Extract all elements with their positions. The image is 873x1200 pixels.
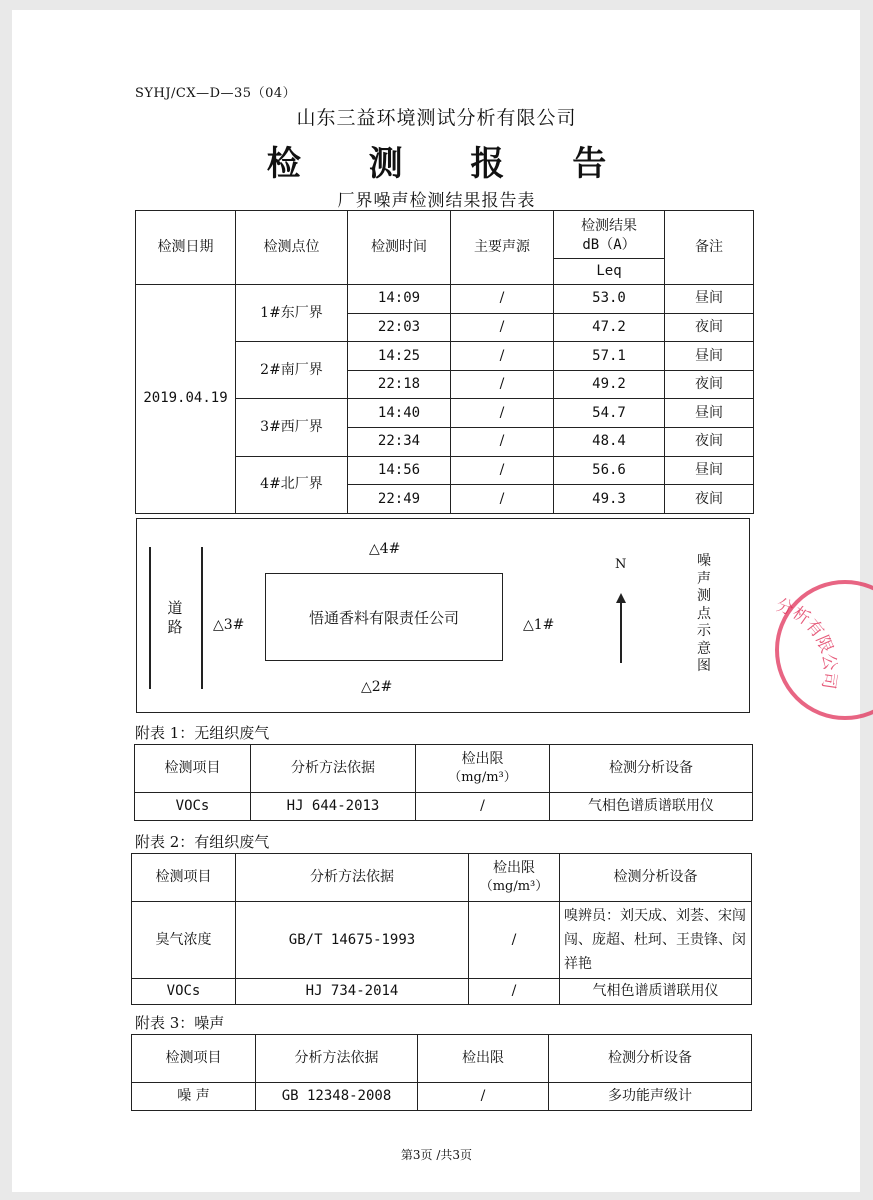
noise-results-table: [135, 210, 754, 514]
header-device: 检测分析设备: [549, 1035, 752, 1083]
company-seal-stamp: [745, 570, 873, 720]
appendix-1-table: [134, 744, 753, 821]
time-cell: 22:49: [348, 485, 451, 514]
header-method: 分析方法依据: [236, 854, 469, 902]
page-number: 第3页 /共3页: [400, 1148, 473, 1162]
header-item: 检测项目: [135, 745, 251, 793]
source-cell: /: [451, 313, 554, 342]
diagram-side-title: 噪声测点示意图: [697, 553, 711, 674]
method-cell: HJ 644-2013: [251, 793, 416, 821]
appendix-3-caption: 附表 3：噪声: [135, 1014, 225, 1032]
value-cell: 53.0: [554, 285, 665, 314]
header-result-line1: 检测结果: [581, 217, 637, 234]
source-cell: /: [451, 285, 554, 314]
header-time: 检测时间: [348, 211, 451, 285]
method-cell: GB 12348-2008: [256, 1083, 418, 1111]
appendix-3-table: [131, 1034, 752, 1111]
remark-cell: 夜间: [665, 370, 754, 399]
remark-cell: 昼间: [665, 342, 754, 371]
time-cell: 14:56: [348, 456, 451, 485]
header-result: [554, 211, 665, 259]
header-device: 检测分析设备: [560, 854, 752, 902]
north-label: N: [615, 557, 627, 572]
company-box: 悟通香料有限责任公司: [265, 573, 503, 661]
point-name: 1#东厂界: [236, 285, 348, 342]
header-limit-line2: （mg/m³）: [479, 879, 549, 895]
point-2-marker: △2#: [361, 679, 393, 695]
date-cell: 2019.04.19: [136, 285, 236, 514]
road-label: 道路: [167, 599, 183, 636]
time-cell: 22:18: [348, 370, 451, 399]
value-cell: 49.3: [554, 485, 665, 514]
value-cell: 57.1: [554, 342, 665, 371]
header-method: 分析方法依据: [256, 1035, 418, 1083]
item-cell: VOCs: [135, 793, 251, 821]
site-diagram: [136, 518, 750, 713]
time-cell: 14:09: [348, 285, 451, 314]
value-cell: 54.7: [554, 399, 665, 428]
method-cell: HJ 734-2014: [236, 979, 469, 1005]
appendix-2-table: [131, 853, 752, 1005]
limit-cell: /: [418, 1083, 549, 1111]
item-cell: 臭气浓度: [132, 902, 236, 979]
device-cell: 多功能声级计: [549, 1083, 752, 1111]
time-cell: 22:34: [348, 427, 451, 456]
point-name: 4#北厂界: [236, 456, 348, 513]
device-cell: 嗅辨员：刘天成、刘荟、宋闯闯、庞超、杜珂、王贵锋、闵祥艳: [560, 902, 752, 979]
device-cell: 气相色谱质谱联用仪: [560, 979, 752, 1005]
header-result-line2: dB（A）: [582, 236, 636, 253]
header-limit: [416, 745, 550, 793]
table-title: 厂界噪声检测结果报告表: [337, 191, 536, 211]
point-1-marker: △1#: [523, 617, 555, 633]
value-cell: 48.4: [554, 427, 665, 456]
method-cell: GB/T 14675-1993: [236, 902, 469, 979]
remark-cell: 昼间: [665, 285, 754, 314]
limit-cell: /: [416, 793, 550, 821]
source-cell: /: [451, 485, 554, 514]
point-name: 2#南厂界: [236, 342, 348, 399]
appendix-2-caption: 附表 2：有组织废气: [135, 833, 270, 851]
item-cell: VOCs: [132, 979, 236, 1005]
header-remark: 备注: [665, 211, 754, 285]
header-limit-line1: 检出限: [461, 751, 504, 768]
remark-cell: 昼间: [665, 456, 754, 485]
document-code: SYHJ/CX—D—35（04）: [135, 86, 297, 101]
header-limit-line2: （mg/m³）: [448, 770, 517, 786]
header-source: 主要声源: [451, 211, 554, 285]
road-line-left: [149, 547, 151, 689]
value-cell: 56.6: [554, 456, 665, 485]
header-date: 检测日期: [136, 211, 236, 285]
point-name: 3#西厂界: [236, 399, 348, 456]
time-cell: 14:40: [348, 399, 451, 428]
value-cell: 49.2: [554, 370, 665, 399]
remark-cell: 夜间: [665, 485, 754, 514]
remark-cell: 夜间: [665, 313, 754, 342]
header-point: 检测点位: [236, 211, 348, 285]
time-cell: 14:25: [348, 342, 451, 371]
header-result-unit: Leq: [554, 259, 665, 285]
point-3-marker: △3#: [213, 617, 245, 633]
header-limit-line1: 检出限: [493, 860, 535, 877]
source-cell: /: [451, 427, 554, 456]
header-limit: 检出限: [418, 1035, 549, 1083]
company-name: 山东三益环境测试分析有限公司: [296, 107, 577, 129]
source-cell: /: [451, 342, 554, 371]
report-title: 检 测 报 告: [266, 144, 635, 184]
value-cell: 47.2: [554, 313, 665, 342]
point-4-marker: △4#: [369, 541, 401, 557]
source-cell: /: [451, 456, 554, 485]
header-limit: [469, 854, 560, 902]
seal-text: 分析有限公司: [773, 595, 840, 691]
north-arrow-icon: [613, 593, 629, 665]
header-method: 分析方法依据: [251, 745, 416, 793]
device-cell: 气相色谱质谱联用仪: [550, 793, 753, 821]
remark-cell: 昼间: [665, 399, 754, 428]
remark-cell: 夜间: [665, 427, 754, 456]
road-line-right: [201, 547, 203, 689]
source-cell: /: [451, 370, 554, 399]
source-cell: /: [451, 399, 554, 428]
header-item: 检测项目: [132, 854, 236, 902]
header-item: 检测项目: [132, 1035, 256, 1083]
time-cell: 22:03: [348, 313, 451, 342]
appendix-1-caption: 附表 1：无组织废气: [135, 724, 270, 742]
item-cell: 噪 声: [132, 1083, 256, 1111]
limit-cell: /: [469, 979, 560, 1005]
header-device: 检测分析设备: [550, 745, 753, 793]
limit-cell: /: [469, 902, 560, 979]
